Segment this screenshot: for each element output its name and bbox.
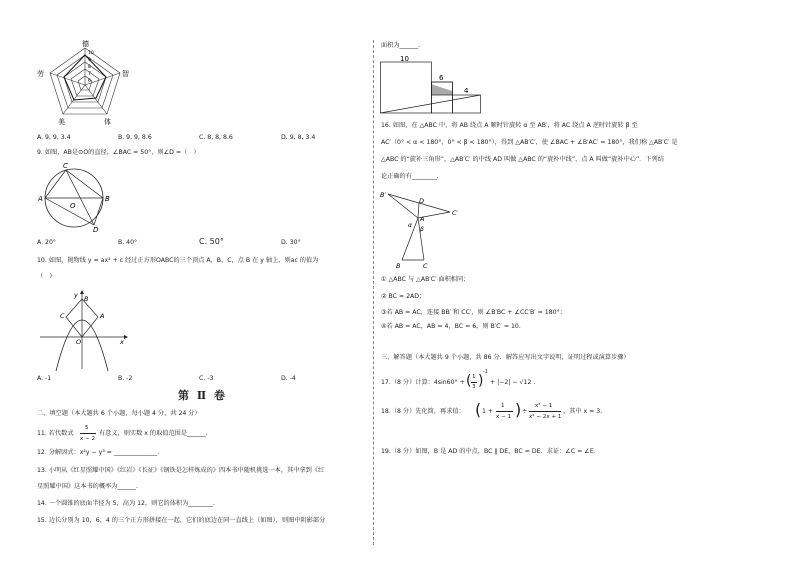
q16-label-a: A xyxy=(420,215,425,223)
q15-text: 15. 边长分别为 10，6，4 的三个正方形拼接在一起，它们的底边在同一直线上（如图），则图中阴影部分 xyxy=(37,517,326,524)
q9-option-d: D. 30° xyxy=(281,239,301,246)
q8-option-b: B. 9, 9, 8.6 xyxy=(118,134,152,141)
q11-suffix: 有意义，则实数 x 的取值范围是______. xyxy=(99,430,208,437)
q16-option-2: ② BC = 2AD； xyxy=(381,293,426,300)
radar-label-lao: 劳 xyxy=(37,70,44,78)
q10-label-a: A xyxy=(100,312,105,320)
q11-fraction-denominator: x − 2 xyxy=(80,436,96,442)
q16-line4: 论正确的有________. xyxy=(381,173,439,180)
q16-option-3: ③若 AB = AC，连接 BB′ 和 CC′，则 ∠B′BC + ∠CC′B′ = 180°； xyxy=(381,309,566,316)
radar-scale-6: 6 xyxy=(88,79,91,84)
q9-label-c: C xyxy=(63,162,68,170)
q10-label-b: B xyxy=(84,295,89,303)
q16-label-c: C xyxy=(423,262,428,270)
radar-scale-8: 8 xyxy=(88,65,91,70)
q16-label-c-prime: C′ xyxy=(452,209,459,217)
q9-label-a: A xyxy=(38,195,43,203)
square-label-10: 10 xyxy=(400,55,409,63)
q10-parabola-figure xyxy=(36,289,132,371)
q18-frac2-bar xyxy=(529,411,561,412)
q10-label-c: C xyxy=(60,312,65,320)
radar-label-ti: 体 xyxy=(104,118,111,126)
q14-text: 14. 一个圆锥的底面半径为 5，高为 12，则它的体积为________. xyxy=(37,500,216,507)
q17-paren-close: ) xyxy=(478,373,484,389)
q18-one-plus: 1 + xyxy=(482,408,494,415)
radar-label-mei: 美 xyxy=(58,118,65,126)
q16-option-1: ① △ABC 与 △AB′C′ 面积相同； xyxy=(381,276,470,283)
q10-text-line1: 10. 如图，抛物线 y = ax² + c 经过正方形OABC的三个顶点 A，B，C，点 B 在 y 轴上，则ac 的值为 xyxy=(37,257,319,264)
q13-line1: 13. 小明从《红星照耀中国》《红岩》《长征》《钢铁是怎样炼成的》四本书中随机挑选一本，其中拿到《红 xyxy=(37,467,325,474)
q8-option-a: A. 9, 9, 3.4 xyxy=(37,134,71,141)
q9-option-a: A. 20° xyxy=(37,239,57,246)
q9-circle-figure xyxy=(36,160,116,232)
q17-frac-den: 3 xyxy=(472,384,476,390)
q13-line2: 星照耀中国》这本书的概率为______. xyxy=(37,483,138,490)
q10-label-x: x xyxy=(120,338,124,346)
q11-fraction-numerator: 5 xyxy=(85,425,89,431)
q18-frac1-bar xyxy=(496,411,513,412)
radar-scale-7: 7 xyxy=(88,72,91,77)
q16-label-beta: β xyxy=(420,226,424,233)
q10-label-o: O xyxy=(76,338,82,346)
q18-prefix: 18.（8 分）先化简，再求值： xyxy=(381,408,465,415)
q10-label-y: y xyxy=(74,291,78,299)
q9-text: 9. 如图，AB是⊙O的直径，∠BAC = 50°，则∠D =（ ） xyxy=(37,149,200,156)
radar-label-de: 德 xyxy=(82,40,89,48)
q8-option-c: C. 8, 8, 8.6 xyxy=(199,134,233,141)
q9-label-d: D xyxy=(93,226,99,234)
q19-text: 19.（8 分）如图，B 是 AD 的中点，BC ∥ DE，BC = DE．求证：∠C = ∠E． xyxy=(381,448,600,455)
q9-option-c: C. 50° xyxy=(199,237,224,246)
q17-exponent: -1 xyxy=(483,370,488,375)
q16-line3: △ABC 的“旋补三角形”，△AB′C′ 的中线 AD 叫做 △ABC 的“旋补中线”，点 A 叫做“旋补中心”．下列结 xyxy=(381,156,664,163)
q8-option-d: D. 9, 8, 3.4 xyxy=(281,134,316,141)
q16-line2: AC′（0° < α < 180°，0° < β < 180°），得到 △AB′C′，使 ∠BAC + ∠B′AC′ = 180°，我们称 △AB′C′ 是 xyxy=(381,139,678,146)
q18-divide: ÷ xyxy=(522,408,528,415)
part2-title: 第 Ⅱ 卷 xyxy=(178,389,227,402)
q10-option-a: A. -1 xyxy=(37,375,52,382)
q9-option-b: B. 40° xyxy=(118,239,138,246)
q17-paren-open: ( xyxy=(466,373,472,389)
q18-frac2-num: x² − 1 xyxy=(535,403,553,409)
q17-prefix: 17.（8 分）计算：4sin60° + xyxy=(381,379,465,386)
q18-suffix: ，其中 x = 3． xyxy=(563,408,607,415)
q15-squares-figure xyxy=(380,55,484,115)
q9-label-b: B xyxy=(105,195,110,203)
q16-label-alpha: α xyxy=(408,222,412,229)
q15-text-tail: 面积为______. xyxy=(381,42,421,49)
radar-label-zhi: 智 xyxy=(122,70,129,78)
column-divider xyxy=(373,40,374,545)
q18-paren-close: ) xyxy=(515,400,522,419)
q16-label-b-prime: B′ xyxy=(380,191,386,199)
square-label-4: 4 xyxy=(464,87,469,95)
q10-text-line2: （ ） xyxy=(37,273,56,280)
q16-label-b: B xyxy=(396,262,401,270)
q16-line1: 16. 如图，在 △ABC 中，将 AB 绕点 A 顺时针旋转 α 至 AB′，将 AC 绕点 A 逆时针旋转 β 至 xyxy=(381,122,638,129)
q12-text: 12. 分解因式：x²y − y³ = ______________. xyxy=(37,449,160,456)
section3-heading: 三、解答题（本大题共 9 个小题，共 86 分．解答应写出文字说明，证明过程或演算步骤） xyxy=(381,354,630,361)
q11-prefix: 11. 若代数式 xyxy=(37,430,74,437)
q16-label-d: D xyxy=(419,197,425,205)
q10-option-b: B. -2 xyxy=(118,375,133,382)
q16-rotation-figure xyxy=(380,188,470,270)
q17-frac-num: 1 xyxy=(472,374,476,380)
q10-option-d: D. -4 xyxy=(281,375,296,382)
q16-option-4: ④若 AB = AC，AB = 4，BC = 6，则 B′C′ = 10． xyxy=(381,323,526,330)
radar-scale-10: 10 xyxy=(88,51,94,56)
q18-frac1-den: x − 1 xyxy=(496,414,512,420)
q11-fraction-bar xyxy=(80,433,96,434)
radar-chart xyxy=(30,40,140,132)
q9-label-o: O xyxy=(70,202,76,210)
q17-suffix: + |−2| − √12 ． xyxy=(490,379,540,386)
radar-scale-9: 9 xyxy=(88,58,91,63)
section2-heading: 二、填空题（本大题共 6 个小题，每小题 4 分，共 24 分） xyxy=(37,410,201,417)
square-label-6: 6 xyxy=(439,74,444,82)
q18-paren-open: ( xyxy=(475,400,482,419)
q18-frac1-num: 1 xyxy=(501,403,505,409)
q18-frac2-den: x² − 2x + 1 xyxy=(529,414,562,420)
q10-option-c: C. -3 xyxy=(199,375,214,382)
